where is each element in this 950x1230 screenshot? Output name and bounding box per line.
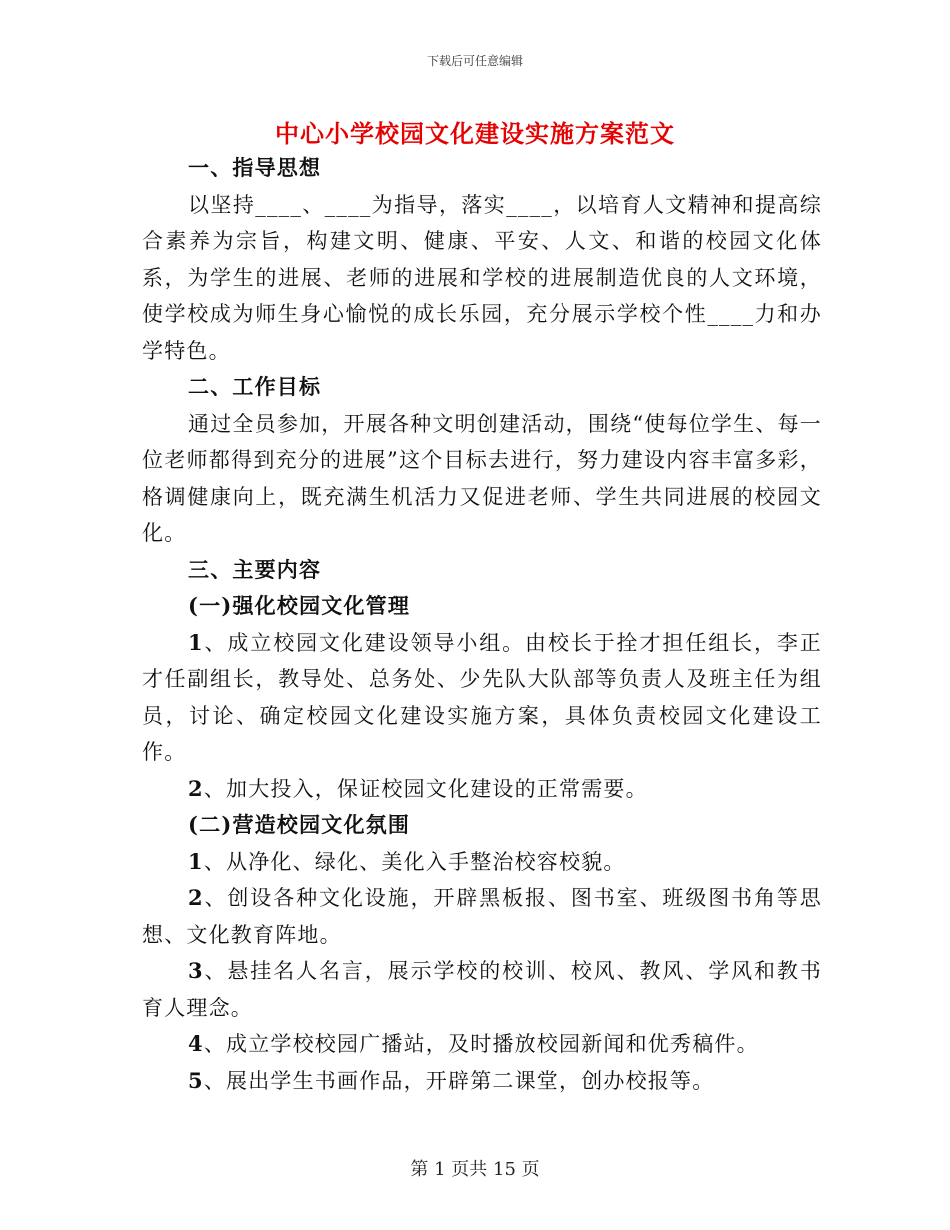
item-text: 、加大投入，保证校园文化建设的正常需要。: [203, 776, 648, 801]
item-text: 、创设各种文化设施，开辟黑板报、图书室、班级图书角等思想、文化教育阵地。: [142, 886, 822, 947]
list-item: [142, 1026, 822, 1063]
item-number: 2: [188, 885, 204, 910]
document-title: 中心小学校园文化建设实施方案范文: [275, 119, 675, 148]
item-text: 、成立校园文化建设领导小组。由校长于拴才担任组长，李正才任副组长，教导处、总务处、少先队大队部等负责人及班主任为组员，讨论、确定校园文化建设实施方案，具体负责校园文化建设工作。: [142, 630, 822, 764]
item-number: 1: [188, 629, 204, 655]
page-header-note: 下载后可任意编辑: [426, 54, 523, 68]
item-number: 2: [188, 775, 204, 801]
page-footer: 第 1 页共 15 页: [410, 1159, 540, 1180]
section-heading-work-goals: 二、工作目标: [188, 374, 322, 399]
item-number: 3: [188, 958, 204, 983]
list-item: [142, 953, 822, 1026]
item-number: 4: [188, 1031, 204, 1056]
list-item: [142, 771, 822, 808]
subsection-heading-management: (一)强化校园文化管理: [188, 593, 411, 618]
item-text: 、成立学校校园广播站，及时播放校园新闻和优秀稿件。: [203, 1032, 759, 1056]
paragraph-guiding-thought: 以坚持____、____为指导，落实____，以培育人文精神和提高综合素养为宗旨，构建文明、健康、平安、人文、和谐的校园文化体系，为学生的进展、老师的进展和学校的进展制造优良的人文环境，使学校成为师生身心愉悦的成长乐园，充分展示学校个性____力和办学特色。: [142, 192, 822, 363]
item-text: 、悬挂名人名言，展示学校的校训、校风、教风、学风和教书育人理念。: [142, 959, 822, 1020]
item-text: 、展出学生书画作品，开辟第二课堂，创办校报等。: [203, 1068, 715, 1093]
subsection-heading-atmosphere: (二)营造校园文化氛围: [188, 812, 411, 837]
paragraph-work-goals: 通过全员参加，开展各种文明创建活动，围绕“使每位学生、每一位老师都得到充分的进展”这个目标去进行，努力建设内容丰富多彩，格调健康向上，既充满生机活力又促进老师、学生共同进展的校园文化。: [142, 411, 822, 545]
item-number: 1: [188, 848, 204, 874]
list-item: [142, 880, 822, 953]
list-item: [142, 625, 822, 771]
item-number: 5: [188, 1067, 204, 1093]
item-text: 、从净化、绿化、美化入手整治校容校貌。: [203, 849, 626, 874]
section-heading-main-content: 三、主要内容: [188, 556, 322, 582]
list-item: [142, 844, 822, 881]
section-heading-guiding-thought: 一、指导思想: [188, 155, 322, 180]
list-item: [142, 1063, 822, 1100]
document-body: [142, 150, 822, 1099]
